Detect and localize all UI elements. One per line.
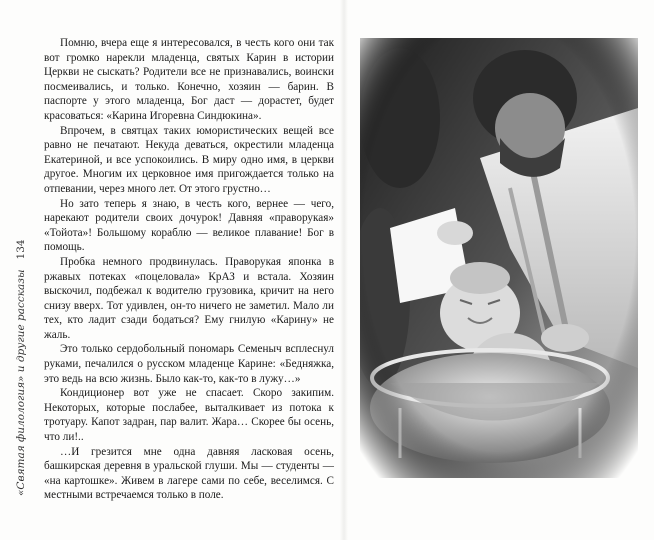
paragraph: Это только сердобольный пономарь Семеныч всплеснул руками, печалился о русском младенце Карине: «Бедняжка, это ведь на всю жизнь. Было как-то, как-то в лужу…» (44, 343, 334, 385)
paragraph: Пробка немного продвинулась. Праворукая японка в ржавых потеках «поцеловала» КрАЗ и встала. Хозяин выскочил, подбежал к водителю грузовика, кричит на него снизу вверх. Тот удивлен, он-то ничего не заметил. Мало ли тех, кто ладит сзади бодаться? Ему гнилую «Карину» не жаль. (44, 255, 334, 341)
side-header (0, 196, 30, 496)
running-head: «Святая филология» и другие рассказы (15, 269, 27, 496)
paragraph: Помню, вчера еще я интересовался, в честь кого они так вот громко нарекли младенца, святых Карин в истории Церкви не сыскать? Родители все не признавались, воински посмеивались, и только. Конечно, хозяин — барин. В паспорте у этого младенца, Бог даст — дорастет, будет красоваться: «Карина Игоревна Синдюкина». (44, 37, 334, 122)
page-number: 134 (15, 239, 27, 260)
paragraph: Кондиционер вот уже не спасает. Скоро закипим. Некоторых, которые послабее, выталкивает из потока к тротуару. Капот задран, пар валит. Жара… Скорее бы осень, что ли!.. (44, 387, 334, 444)
baptism-photo-image (360, 38, 638, 478)
baptism-photo (360, 38, 638, 478)
paragraph: …И грезится мне одна давняя ласковая осень, башкирская деревня в уральской глуши. Мы — студенты — «на картошке». Живем в лагере сами по себе, веселимся. С местными встречаемся только в поле. (44, 445, 334, 502)
paragraph: Впрочем, в святцах таких юмористических вещей все равно не печатают. Некуда деваться, окрестили младенца Екатериной, и все успокоились. В миру одно имя, в церкви другое. Многим их церковное имя пригождается только на отпевании, через много лет. От этого грустно… (44, 124, 334, 195)
book-gutter (340, 0, 348, 540)
page-text (44, 36, 334, 503)
paragraph: Но зато теперь я знаю, в честь кого, вернее — чего, нарекают родители своих дочурок! Давняя «праворукая» «Тойота»! Большому кораблю — великое плавание! Бог в помощь. (44, 197, 334, 254)
